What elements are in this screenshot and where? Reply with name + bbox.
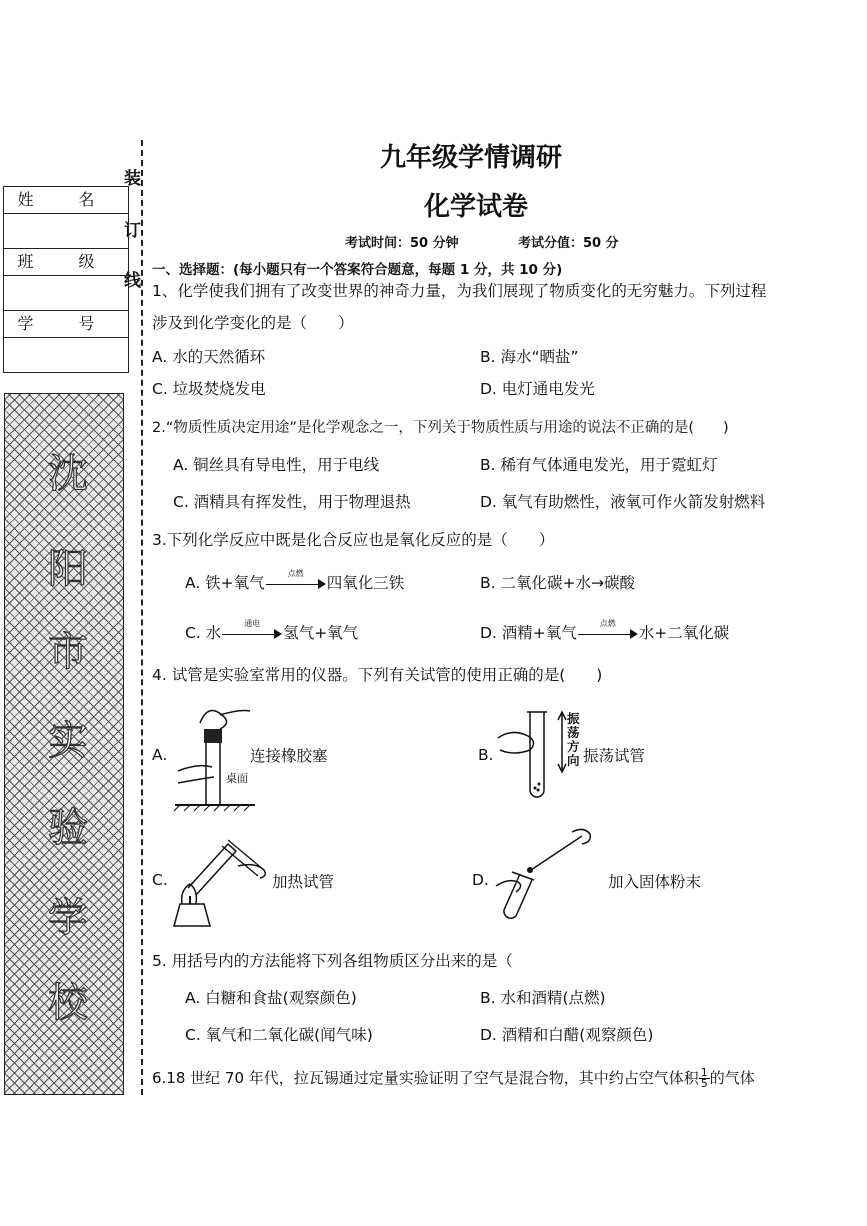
direction-char: 向 bbox=[567, 753, 580, 768]
school-char: 沈 bbox=[48, 451, 88, 497]
binding-char-xian: 线 bbox=[124, 271, 141, 291]
q1-option-d[interactable]: D. 电灯通电发光 bbox=[480, 380, 595, 398]
q1-stem-line2: 涉及到化学变化的是（ ） bbox=[152, 314, 354, 332]
name-label: 姓 名 bbox=[4, 187, 128, 214]
school-char: 学 bbox=[48, 895, 88, 941]
q4-b-illustration bbox=[494, 708, 569, 803]
q4-a-illustration bbox=[170, 693, 260, 813]
q3-a-products: 四氧化三铁 bbox=[326, 574, 405, 592]
q4-d-illustration bbox=[492, 826, 602, 926]
q2-option-b[interactable]: B. 稀有气体通电发光，用于霓虹灯 bbox=[480, 456, 718, 474]
q3-c-reactants: C. 水 bbox=[185, 624, 222, 642]
q6-stem-pre: 6.18 世纪 70 年代，拉瓦锡通过定量实验证明了空气是混合物，其中约占空气体积 bbox=[152, 1069, 699, 1087]
section-title: 一、选择题：(每小题只有一个答案符合题意，每题 1 分，共 10 分) bbox=[152, 262, 563, 278]
q4-option-d-text: 加入固体粉末 bbox=[608, 873, 702, 891]
id-field[interactable] bbox=[4, 338, 128, 372]
q3-option-a[interactable] bbox=[185, 568, 405, 593]
q4-option-c-text: 加热试管 bbox=[272, 873, 335, 891]
reaction-condition: 点燃 bbox=[287, 568, 304, 578]
q3-d-products: 水+二氧化碳 bbox=[638, 624, 730, 642]
q6-stem bbox=[152, 1067, 755, 1089]
q4-a-table-label: 桌面 bbox=[226, 772, 248, 785]
reaction-arrow bbox=[578, 618, 638, 641]
q4-stem: 4. 试管是实验室常用的仪器。下列有关试管的使用正确的是( ) bbox=[152, 666, 603, 684]
school-char: 实 bbox=[48, 718, 88, 764]
school-char: 校 bbox=[48, 980, 88, 1026]
binding-line bbox=[141, 140, 143, 1095]
exam-time: 考试时间：50 分钟 bbox=[345, 236, 459, 251]
q5-option-c[interactable]: C. 氧气和二氧化碳(闻气味) bbox=[185, 1026, 373, 1044]
exam-subject: 化学试卷 bbox=[424, 192, 529, 222]
student-info-table bbox=[3, 186, 129, 373]
q3-d-reactants: D. 酒精+氧气 bbox=[480, 624, 577, 642]
q3-stem: 3.下列化学反应中既是化合反应也是氧化反应的是（ ） bbox=[152, 531, 555, 549]
q5-option-a[interactable]: A. 白糖和食盐(观察颜色) bbox=[185, 989, 357, 1007]
q2-option-a[interactable]: A. 铜丝具有导电性，用于电线 bbox=[173, 456, 380, 474]
q4-c-illustration bbox=[168, 826, 273, 931]
reaction-condition: 点燃 bbox=[599, 618, 616, 628]
binding-char-zhuang: 装 bbox=[124, 169, 141, 189]
q4-option-a-text: 连接橡胶塞 bbox=[250, 747, 328, 765]
q4-option-a-letter[interactable]: A. bbox=[152, 746, 168, 764]
q3-option-b[interactable]: B. 二氧化碳+水→碳酸 bbox=[480, 574, 635, 592]
q4-option-b-text: 振荡试管 bbox=[583, 747, 646, 765]
class-field[interactable] bbox=[4, 276, 128, 311]
q4-option-d-letter[interactable]: D. bbox=[472, 871, 489, 889]
direction-char: 荡 bbox=[567, 725, 580, 740]
school-char: 验 bbox=[48, 805, 88, 851]
id-label: 学 号 bbox=[4, 311, 128, 338]
exam-title: 九年级学情调研 bbox=[380, 143, 563, 173]
q5-option-d[interactable]: D. 酒精和白醋(观察颜色) bbox=[480, 1026, 654, 1044]
reaction-arrow bbox=[222, 618, 282, 641]
fraction-numerator: 1 bbox=[700, 1066, 708, 1079]
q2-stem: 2.“物质性质决定用途”是化学观念之一，下列关于物质性质与用途的说法不正确的是( ) bbox=[152, 420, 729, 436]
binding-char-ding: 订 bbox=[124, 221, 141, 241]
q3-c-products: 氢气+氧气 bbox=[283, 624, 359, 642]
q2-option-c[interactable]: C. 酒精具有挥发性，用于物理退热 bbox=[173, 493, 411, 511]
q3-option-c[interactable] bbox=[185, 618, 359, 643]
reaction-condition: 通电 bbox=[244, 618, 261, 628]
q4-option-c-letter[interactable]: C. bbox=[152, 871, 168, 889]
q2-option-d[interactable]: D. 氧气有助燃性，液氧可作火箭发射燃料 bbox=[480, 493, 766, 511]
q5-option-b[interactable]: B. 水和酒精(点燃) bbox=[480, 989, 606, 1007]
q3-option-d[interactable] bbox=[480, 618, 730, 643]
school-char: 阳 bbox=[48, 546, 88, 592]
direction-char: 方 bbox=[567, 739, 580, 754]
q1-option-a[interactable]: A. 水的天然循环 bbox=[152, 348, 266, 366]
q6-fraction bbox=[699, 1068, 710, 1089]
q5-stem: 5. 用括号内的方法能将下列各组物质区分出来的是（ bbox=[152, 952, 513, 970]
q6-stem-post: 的气体 bbox=[709, 1069, 755, 1087]
q1-option-b[interactable]: B. 海水“晒盐” bbox=[480, 348, 579, 366]
q4-option-b-letter[interactable]: B. bbox=[478, 746, 494, 764]
school-char: 市 bbox=[48, 629, 88, 675]
fraction-denominator: 5 bbox=[700, 1077, 708, 1090]
school-name-strip bbox=[4, 393, 124, 1095]
q1-option-c[interactable]: C. 垃圾焚烧发电 bbox=[152, 380, 266, 398]
exam-score: 考试分值：50 分 bbox=[518, 236, 619, 251]
q3-a-reactants: A. 铁+氧气 bbox=[185, 574, 265, 592]
class-label: 班 级 bbox=[4, 249, 128, 276]
direction-char: 振 bbox=[567, 711, 580, 726]
reaction-arrow bbox=[266, 568, 326, 591]
q1-stem-line1: 1、化学使我们拥有了改变世界的神奇力量，为我们展现了物质变化的无穷魅力。下列过程 bbox=[152, 282, 767, 300]
q4-b-direction-label bbox=[567, 712, 580, 768]
name-field[interactable] bbox=[4, 214, 128, 249]
